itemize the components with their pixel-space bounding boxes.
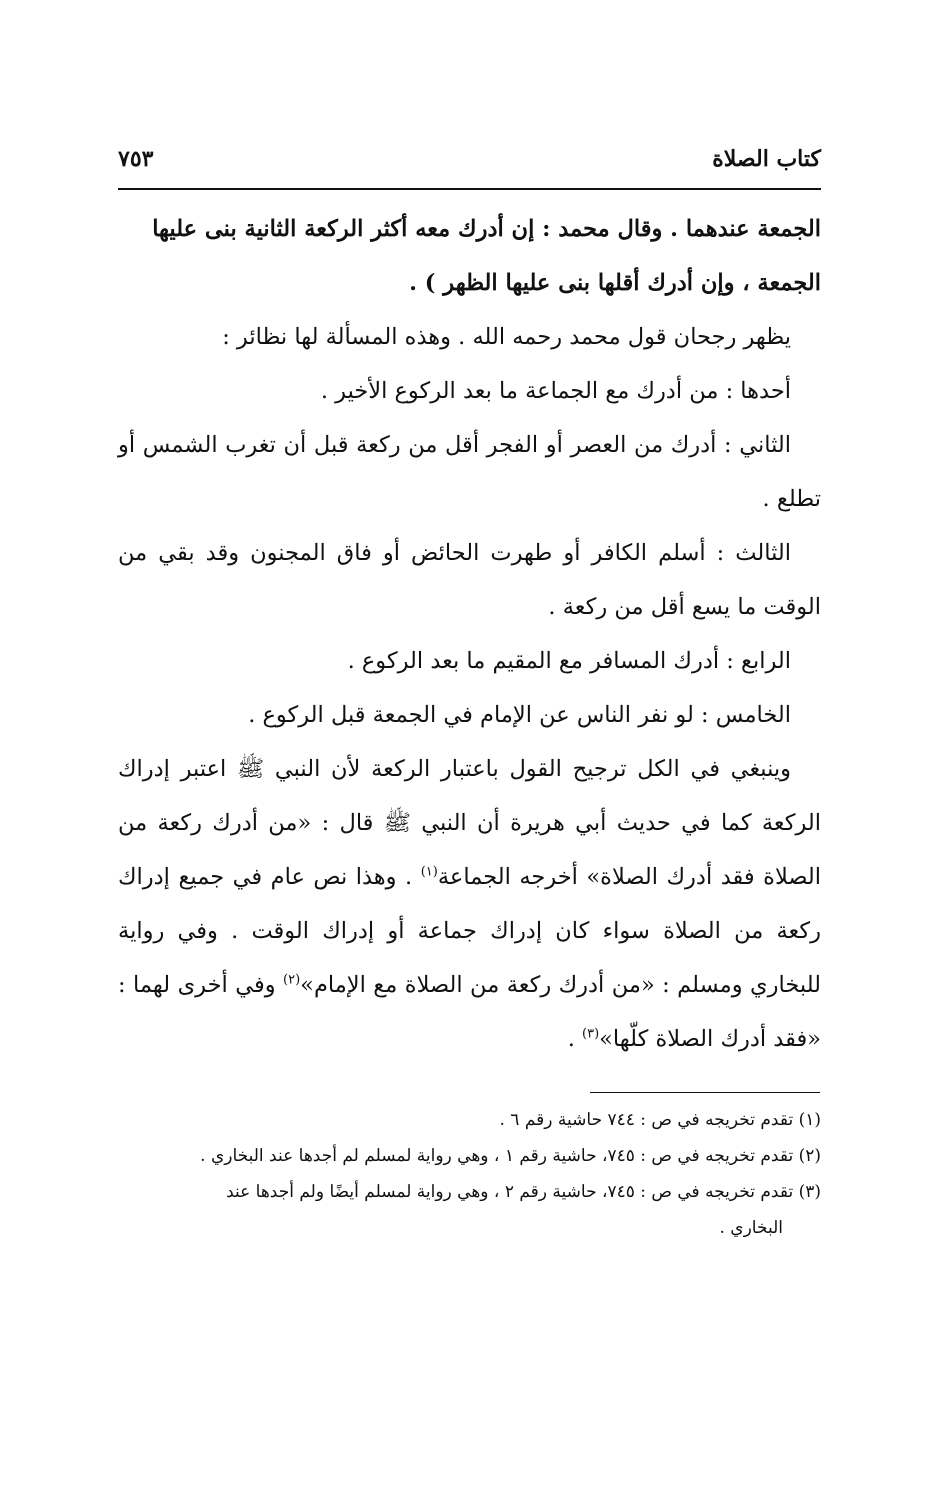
paragraph-quote-line-1: الجمعة عندهما . وقال محمد : إن أدرك معه أكثر الركعة الثانية بنى عليها xyxy=(152,216,821,242)
paragraph-fifth: الخامس : لو نفر الناس عن الإمام في الجمعة قبل الركوع . xyxy=(248,702,791,728)
paragraph-quote-line-2: الجمعة ، وإن أدرك أقلها بنى عليها الظهر ) . xyxy=(409,270,821,296)
main-text xyxy=(118,202,821,1066)
conclusion-text-d: . xyxy=(567,1026,583,1052)
page-header xyxy=(118,140,821,188)
footnote-2: (٢) تقدم تخريجه في ص : ٧٤٥، حاشية رقم ١ ، وهي رواية لمسلم لم أجدها عند البخاري . xyxy=(200,1146,821,1166)
conclusion-text-b: . وهذا نص عام في جميع إدراك ركعة من الصلاة سواء كان إدراك جماعة أو إدراك الوقت . وفي رواية للبخاري ومسلم : «من أدرك ركعة من الصلاة مع الإمام» xyxy=(118,864,821,998)
paragraph-third: الثالث : أسلم الكافر أو طهرت الحائض أو فاق المجنون وقد بقي من الوقت ما يسع أقل من ركعة . xyxy=(118,540,821,620)
paragraph-second: الثاني : أدرك من العصر أو الفجر أقل من ركعة قبل أن تغرب الشمس أو تطلع . xyxy=(118,432,821,512)
conclusion-text-a: وينبغي في الكل ترجيح القول باعتبار الركعة لأن النبي ﷺ اعتبر إدراك الركعة كما في حديث أبي هريرة أن النبي ﷺ قال : «من أدرك ركعة من الصلاة فقد أدرك الصلاة» أخرجه الجماعة xyxy=(118,756,821,890)
footnote-3-continued: البخاري . xyxy=(719,1218,783,1238)
paragraph-conclusion xyxy=(118,742,821,1066)
footnote-ref-1[interactable]: (١) xyxy=(420,864,438,880)
footnote-1: (١) تقدم تخريجه في ص : ٧٤٤ حاشية رقم ٦ . xyxy=(499,1110,821,1130)
paragraph-first: أحدها : من أدرك مع الجماعة ما بعد الركوع الأخير . xyxy=(320,378,791,404)
header-divider xyxy=(118,188,821,190)
page-number: ٧٥٣ xyxy=(118,146,154,172)
footnote-divider xyxy=(590,1092,820,1093)
paragraph-intro: يظهر رجحان قول محمد رحمه الله . وهذه المسألة لها نظائر : xyxy=(222,324,791,350)
footnotes xyxy=(118,1102,821,1246)
footnote-ref-2[interactable]: (٢) xyxy=(283,972,301,988)
footnote-3: (٣) تقدم تخريجه في ص : ٧٤٥، حاشية رقم ٢ ، وهي رواية لمسلم أيضًا ولم أجدها عند xyxy=(226,1182,821,1202)
chapter-title: كتاب الصلاة xyxy=(712,146,821,172)
paragraph-fourth: الرابع : أدرك المسافر مع المقيم ما بعد الركوع . xyxy=(347,648,791,674)
conclusion-text-c: وفي أخرى لهما : «فقد أدرك الصلاة كلّها» xyxy=(118,972,821,1052)
footnote-ref-3[interactable]: (٣) xyxy=(582,1026,600,1042)
